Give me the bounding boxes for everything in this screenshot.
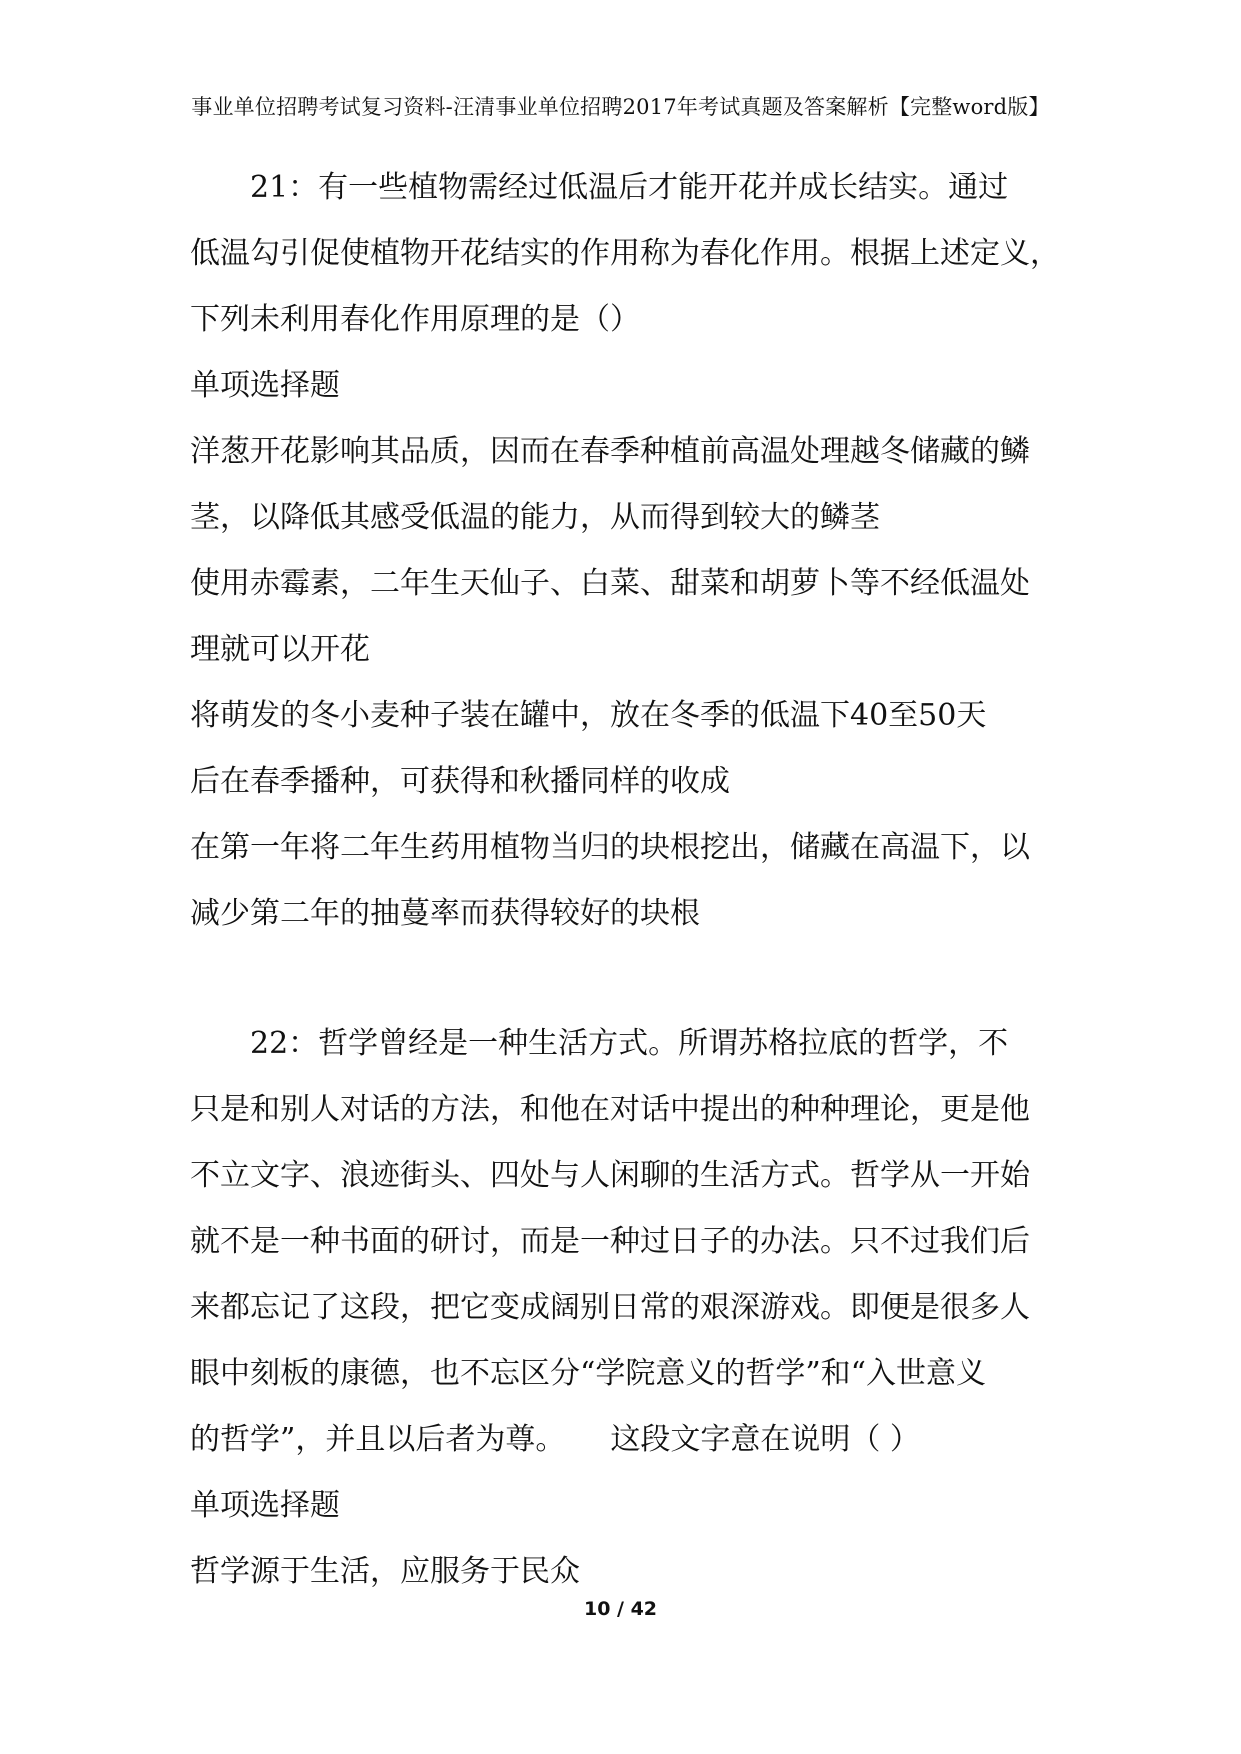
answer-option-line: 在第一年将二年生药用植物当归的块根挖出，储藏在高温下，以 xyxy=(190,830,1030,865)
document-body xyxy=(190,155,1090,1605)
question-type: 单项选择题 xyxy=(190,1488,340,1523)
question-stem-line: 22：哲学曾经是一种生活方式。所谓苏格拉底的哲学，不 xyxy=(250,1026,1009,1061)
page-header: 事业单位招聘考试复习资料-汪清事业单位招聘2017年考试真题及答案解析【完整word版】 xyxy=(191,95,1050,119)
question-22 xyxy=(190,1011,1090,1605)
answer-option-line: 洋葱开花影响其品质，因而在春季种植前高温处理越冬储藏的鳞 xyxy=(190,434,1030,469)
question-stem-line: 低温勾引促使植物开花结实的作用称为春化作用。根据上述定义， xyxy=(190,236,1060,271)
question-stem-line: 下列未利用春化作用原理的是（） xyxy=(190,302,640,337)
page-number: 10 / 42 xyxy=(583,1598,658,1620)
question-stem-line: 眼中刻板的康德，也不忘区分“学院意义的哲学”和“入世意义 xyxy=(190,1356,987,1391)
question-stem-line: 不立文字、浪迹街头、四处与人闲聊的生活方式。哲学从一开始 xyxy=(190,1158,1030,1193)
question-stem-line: 来都忘记了这段，把它变成阔别日常的艰深游戏。即便是很多人 xyxy=(190,1290,1030,1325)
question-spacer xyxy=(190,947,1090,1011)
answer-option-line: 将萌发的冬小麦种子装在罐中，放在冬季的低温下40至50天 xyxy=(190,698,987,733)
answer-option-line: 使用赤霉素，二年生天仙子、白菜、甜菜和胡萝卜等不经低温处 xyxy=(190,566,1030,601)
question-stem-line: 只是和别人对话的方法，和他在对话中提出的种种理论，更是他 xyxy=(190,1092,1030,1127)
question-stem-line: 的哲学”，并且以后者为尊。 这段文字意在说明（ ） xyxy=(190,1422,920,1457)
answer-option-line: 后在春季播种，可获得和秋播同样的收成 xyxy=(190,764,730,799)
question-stem-line: 就不是一种书面的研讨，而是一种过日子的办法。只不过我们后 xyxy=(190,1224,1030,1259)
answer-option-line: 茎，以降低其感受低温的能力，从而得到较大的鳞茎 xyxy=(190,500,880,535)
question-21 xyxy=(190,155,1090,947)
answer-option-line: 哲学源于生活，应服务于民众 xyxy=(190,1554,580,1589)
question-stem-line: 21：有一些植物需经过低温后才能开花并成长结实。通过 xyxy=(250,170,1009,205)
answer-option-line: 理就可以开花 xyxy=(190,632,370,667)
question-type: 单项选择题 xyxy=(190,368,340,403)
answer-option-line: 减少第二年的抽蔓率而获得较好的块根 xyxy=(190,896,700,931)
